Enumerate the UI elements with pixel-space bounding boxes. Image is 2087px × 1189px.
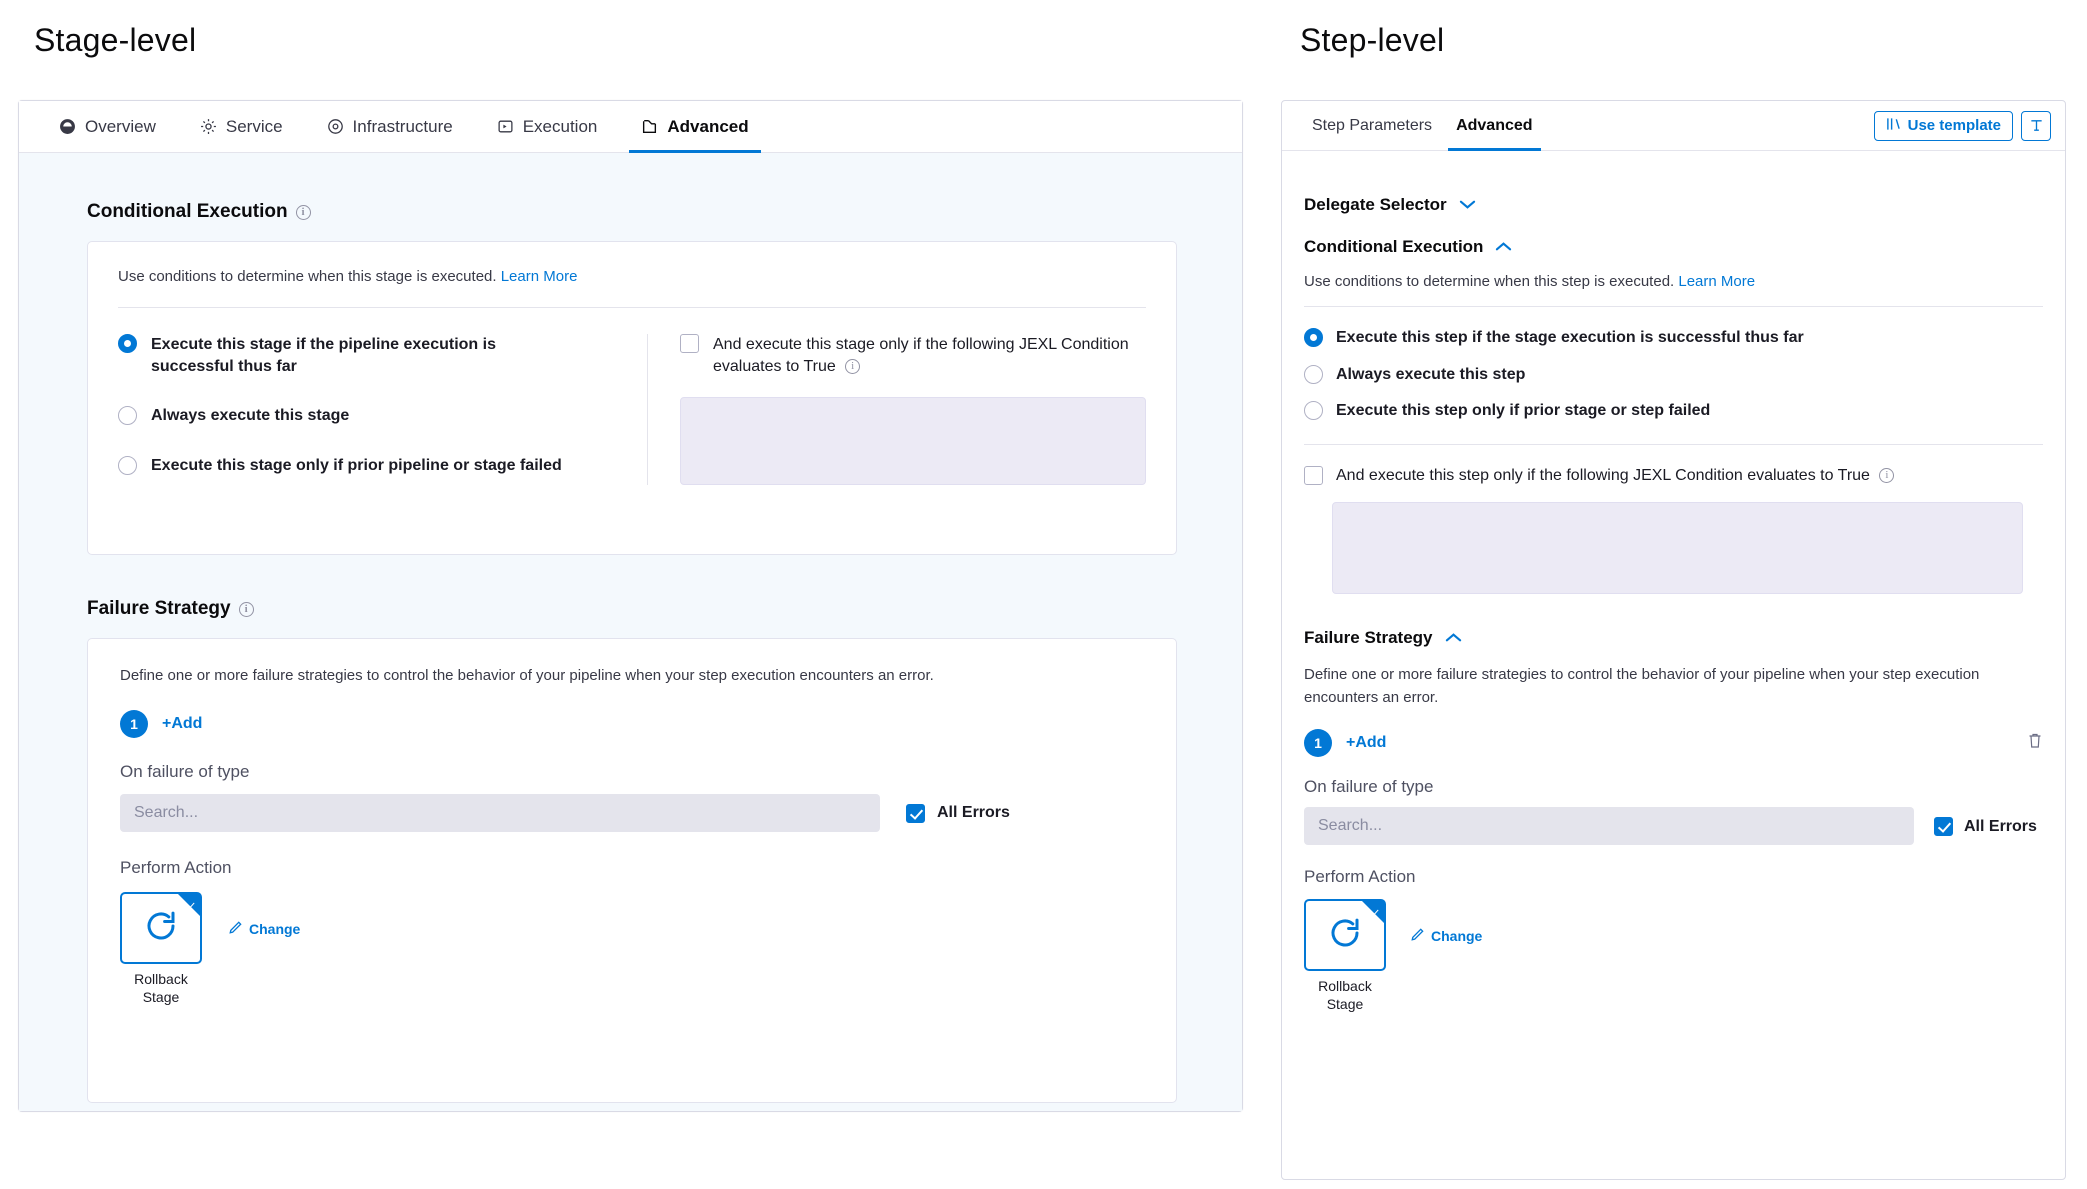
overview-icon <box>59 118 76 135</box>
step-radio-group <box>1304 327 2043 422</box>
stage-failure-strategy-title <box>87 598 254 620</box>
service-gear-icon <box>200 118 217 135</box>
step-option-prior-failed[interactable] <box>1304 400 2043 422</box>
stage-option-always[interactable] <box>118 405 623 427</box>
stage-rollback-stage-caption: Rollback Stage <box>134 971 188 1005</box>
step-failure-strategy-title: Failure Strategy <box>1304 628 1433 648</box>
stage-option-successful-label: Execute this stage if the pipeline execution is successful thus far <box>151 336 496 375</box>
info-icon[interactable]: i <box>845 359 860 374</box>
tab-step-parameters[interactable] <box>1300 101 1444 150</box>
tab-service-label: Service <box>225 116 283 136</box>
stage-failure-strategy-card <box>87 638 1177 1103</box>
stage-jexl-checkbox-label: And execute this stage only if the following JEXL Condition evaluates to True <box>713 336 1129 375</box>
step-failure-search-input[interactable] <box>1304 807 1914 845</box>
step-conditional-execution-description <box>1304 273 2043 290</box>
stage-all-errors-label: All Errors <box>937 804 1010 822</box>
use-template-button[interactable] <box>1874 111 2013 141</box>
step-rollback-stage-caption: Rollback Stage <box>1318 978 1372 1012</box>
radio-icon[interactable] <box>118 334 137 353</box>
step-conditional-execution-header[interactable] <box>1304 237 2043 257</box>
checkbox-icon[interactable] <box>1304 466 1323 485</box>
checkbox-icon[interactable] <box>1934 817 1953 836</box>
checkbox-icon[interactable] <box>906 804 925 823</box>
stage-on-failure-label: On failure of type <box>120 762 250 781</box>
chevron-up-icon[interactable] <box>1495 240 1512 255</box>
tab-overview-label: Overview <box>85 116 156 136</box>
step-jexl-checkbox-label: And execute this step only if the following JEXL Condition evaluates to True <box>1336 466 1870 484</box>
step-all-errors-row[interactable] <box>1934 816 2037 838</box>
delegate-selector-label: Delegate Selector <box>1304 195 1447 214</box>
stage-level-heading: Stage-level <box>34 22 197 58</box>
tab-step-advanced[interactable] <box>1444 101 1544 150</box>
step-perform-action-label: Perform Action <box>1304 867 1416 887</box>
step-failure-strategy-badge: 1 <box>1304 729 1332 757</box>
tab-step-advanced-label: Advanced <box>1456 116 1533 134</box>
step-jexl-checkbox-row[interactable] <box>1304 465 2043 487</box>
stage-failure-search-input[interactable] <box>120 794 880 832</box>
step-conditional-execution-learn-more[interactable]: Learn More <box>1678 273 1756 290</box>
stage-option-successful[interactable] <box>118 334 623 377</box>
info-icon[interactable]: i <box>1879 468 1894 483</box>
step-option-prior-failed-label: Execute this step only if prior stage or step failed <box>1336 402 1711 420</box>
selected-check-icon <box>178 894 200 916</box>
step-jexl-condition-input[interactable] <box>1332 502 2023 594</box>
pencil-icon <box>1410 927 1425 945</box>
tab-execution-label: Execution <box>522 116 598 136</box>
stage-conditional-execution-title <box>87 201 311 223</box>
stage-option-prior-failed[interactable] <box>118 455 623 477</box>
stage-failure-strategy-title-text: Failure Strategy <box>87 598 231 619</box>
stage-rollback-stage-tile[interactable] <box>120 892 202 964</box>
step-divider-2 <box>1304 444 2043 445</box>
advanced-icon <box>641 118 658 135</box>
step-level-panel <box>1281 100 2066 1180</box>
stage-conditional-execution-title-text: Conditional Execution <box>87 201 288 222</box>
stage-option-prior-failed-label: Execute this stage only if prior pipeline or stage failed <box>151 456 562 474</box>
tab-infrastructure-label: Infrastructure <box>352 116 453 136</box>
tab-infrastructure[interactable] <box>305 101 475 152</box>
stage-failure-strategy-add-row <box>120 710 1144 738</box>
radio-icon[interactable] <box>1304 328 1323 347</box>
stage-jexl-checkbox-row[interactable] <box>680 334 1146 377</box>
tab-service[interactable] <box>178 101 305 152</box>
step-failure-strategy-description: Define one or more failure strategies to control the behavior of your pipeline when your step execution encounters an error. <box>1304 666 1980 706</box>
step-divider-1 <box>1304 306 2043 307</box>
stage-jexl-column <box>648 334 1146 485</box>
step-failure-strategy-add-row <box>1304 729 2043 757</box>
stage-conditional-execution-card <box>87 241 1177 555</box>
step-option-always[interactable] <box>1304 364 2043 386</box>
info-icon[interactable]: i <box>239 602 254 617</box>
stage-option-always-label: Always execute this stage <box>151 407 350 425</box>
stage-change-action-label: Change <box>249 921 301 937</box>
stage-failure-strategy-add-button[interactable]: +Add <box>162 715 203 732</box>
chevron-up-icon[interactable] <box>1445 631 1462 646</box>
step-on-failure-label: On failure of type <box>1304 777 1434 797</box>
stage-failure-strategy-badge: 1 <box>120 710 148 738</box>
template-settings-icon[interactable] <box>2021 111 2051 141</box>
step-failure-strategy-header[interactable] <box>1304 628 2043 648</box>
step-change-action-button[interactable] <box>1410 927 1482 945</box>
radio-icon[interactable] <box>118 456 137 475</box>
stage-level-panel <box>18 100 1243 1112</box>
step-level-heading: Step-level <box>1300 22 1445 58</box>
chevron-down-icon[interactable] <box>1459 198 1476 213</box>
step-option-always-label: Always execute this step <box>1336 365 1526 383</box>
use-template-label: Use template <box>1907 117 2001 134</box>
execution-icon <box>497 118 514 135</box>
stage-tab-bar <box>19 101 1242 153</box>
stage-radio-group <box>118 334 648 485</box>
tab-overview[interactable] <box>37 101 178 152</box>
infrastructure-icon <box>327 118 344 135</box>
pencil-icon <box>228 920 243 938</box>
rollback-icon <box>143 908 179 949</box>
stage-conditional-execution-description <box>118 268 1146 285</box>
step-option-successful-label: Execute this step if the stage execution is successful thus far <box>1336 329 1804 346</box>
step-change-action-label: Change <box>1431 928 1483 945</box>
trash-icon[interactable] <box>2027 732 2043 754</box>
step-all-errors-label: All Errors <box>1964 817 2037 835</box>
radio-icon[interactable] <box>118 406 137 425</box>
stage-all-errors-row[interactable] <box>906 802 1010 824</box>
step-option-successful[interactable] <box>1304 327 2043 349</box>
selected-check-icon <box>1362 901 1384 923</box>
tab-step-parameters-label: Step Parameters <box>1312 116 1433 134</box>
step-tab-bar <box>1282 101 2065 151</box>
step-conditional-execution-title: Conditional Execution <box>1304 237 1484 256</box>
tab-advanced[interactable] <box>619 101 770 152</box>
step-failure-strategy-add-button[interactable]: +Add <box>1346 734 1387 752</box>
delegate-selector-section-header[interactable] <box>1304 195 2043 215</box>
stage-change-action-button[interactable] <box>228 920 300 938</box>
checkbox-icon[interactable] <box>680 334 699 353</box>
stage-advanced-body <box>19 153 1242 1111</box>
info-icon[interactable]: i <box>296 205 311 220</box>
stage-perform-action-label: Perform Action <box>120 858 232 877</box>
tab-execution[interactable] <box>475 101 620 152</box>
stage-conditional-execution-learn-more[interactable]: Learn More <box>500 268 578 285</box>
radio-icon[interactable] <box>1304 365 1323 384</box>
stage-conditional-execution-description-text: Use conditions to determine when this stage is executed. <box>118 268 497 285</box>
radio-icon[interactable] <box>1304 401 1323 420</box>
tab-advanced-label: Advanced <box>667 116 749 136</box>
step-rollback-stage-tile[interactable] <box>1304 899 1386 971</box>
rollback-icon <box>1327 915 1363 956</box>
step-conditional-execution-description-text: Use conditions to determine when this step is executed. <box>1304 273 1675 290</box>
template-icon <box>1886 117 1901 135</box>
stage-failure-strategy-description: Define one or more failure strategies to control the behavior of your pipeline when your step execution encounters an error. <box>120 667 934 684</box>
stage-jexl-condition-input[interactable] <box>680 397 1146 485</box>
